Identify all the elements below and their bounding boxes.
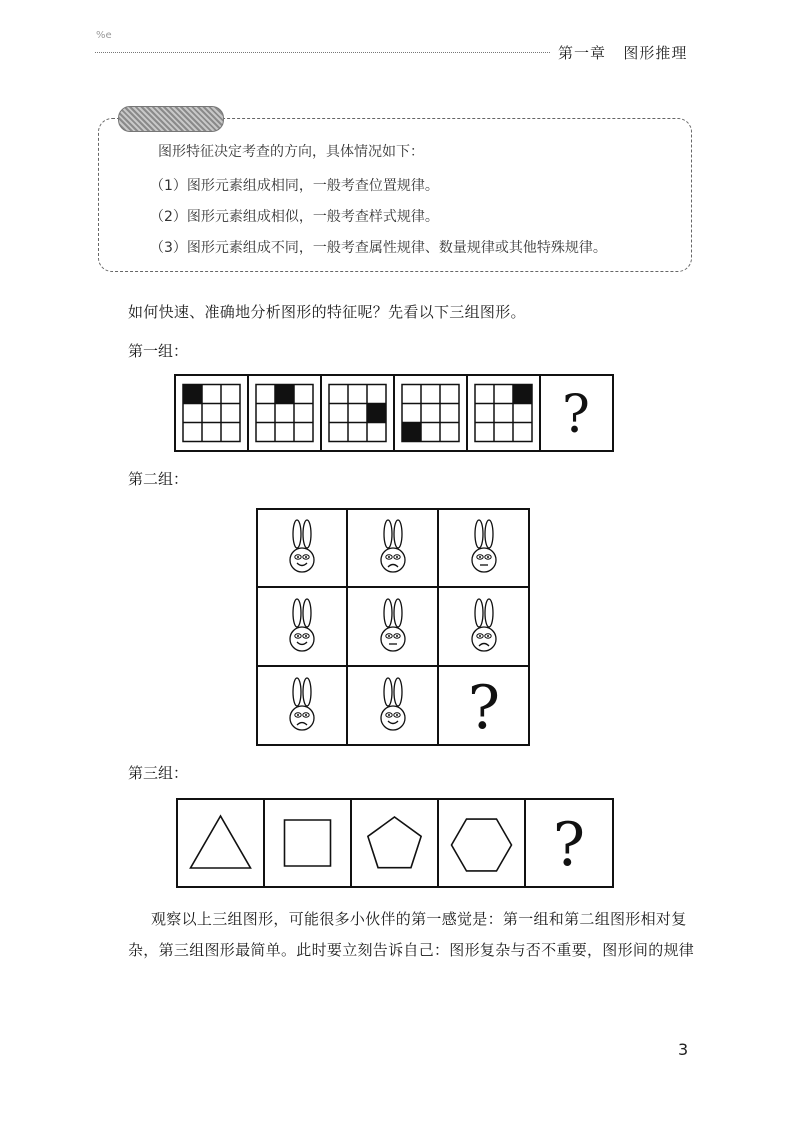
tip-line: （3）图形元素组成不同，一般考查属性规律、数量规律或其他特殊规律。 (150, 240, 607, 256)
header-rule (95, 52, 550, 53)
rabbit-pupil (305, 635, 307, 637)
rabbit-face-frown (472, 599, 496, 651)
rabbit-ear (384, 520, 392, 548)
rabbit-pupil (396, 714, 398, 716)
rabbit-head (381, 548, 405, 572)
rabbit-head (472, 627, 496, 651)
rabbit-ear (384, 599, 392, 627)
rabbit-head (290, 706, 314, 730)
running-header (558, 42, 687, 63)
triangle-shape (191, 816, 251, 868)
rabbit-pupil (388, 556, 390, 558)
conclusion-line: 观察以上三组图形，可能很多小伙伴的第一感觉是：第一组和第二组图形相对复 (151, 910, 687, 928)
rabbit-pupil (305, 714, 307, 716)
rabbit-pupil (388, 635, 390, 637)
rabbit-face-frown (290, 678, 314, 730)
group-2-label: 第二组： (128, 470, 189, 488)
tip-badge-icon (118, 106, 224, 132)
shaded-cell (275, 385, 294, 404)
rabbit-face-smile (290, 520, 314, 572)
rabbit-ear (293, 599, 301, 627)
grid-3x3 (256, 385, 313, 442)
rabbit-ear (303, 599, 311, 627)
hexagon-shape (452, 819, 512, 871)
group-1-figure (174, 374, 614, 452)
grid-3x3 (183, 385, 240, 442)
chapter-number: 第一章 (558, 44, 607, 62)
rabbit-head (290, 548, 314, 572)
rabbit-ear (475, 520, 483, 548)
rabbit-face-smile (290, 599, 314, 651)
corner-mark: %e (96, 30, 112, 41)
rabbit-pupil (479, 635, 481, 637)
square-shape (285, 820, 331, 866)
tip-line: 图形特征决定考查的方向，具体情况如下： (158, 144, 424, 160)
rabbit-ear (485, 599, 493, 627)
rabbit-ear (394, 520, 402, 548)
question-mark: ? (562, 385, 590, 445)
group-3-label: 第三组： (128, 764, 189, 782)
rabbit-ear (394, 599, 402, 627)
rabbit-pupil (305, 556, 307, 558)
shaded-cell (513, 385, 532, 404)
grid-3x3 (329, 385, 386, 442)
conclusion-line: 杂，第三组图形最简单。此时要立刻告诉自己：图形复杂与否不重要，图形间的规律 (128, 941, 695, 959)
rabbit-head (381, 627, 405, 651)
rabbit-ear (303, 520, 311, 548)
question-mark: ? (552, 810, 586, 880)
page-number: 3 (678, 1040, 689, 1059)
rabbit-pupil (297, 714, 299, 716)
rabbit-ear (384, 678, 392, 706)
tip-line: （1）图形元素组成相同，一般考查位置规律。 (150, 178, 439, 194)
rabbit-ear (394, 678, 402, 706)
rabbit-pupil (396, 635, 398, 637)
rabbit-ear (485, 520, 493, 548)
rabbit-face-frown (381, 520, 405, 572)
rabbit-pupil (396, 556, 398, 558)
rabbit-face-neutral (472, 520, 496, 572)
rabbit-pupil (297, 556, 299, 558)
rabbit-ear (293, 520, 301, 548)
rabbit-ear (303, 678, 311, 706)
intro-paragraph: 如何快速、准确地分析图形的特征呢？先看以下三组图形。 (128, 303, 526, 321)
rabbit-head (290, 627, 314, 651)
rabbit-pupil (297, 635, 299, 637)
rabbit-pupil (479, 556, 481, 558)
rabbit-ear (475, 599, 483, 627)
rabbit-head (472, 548, 496, 572)
rabbit-face-smile (381, 678, 405, 730)
group-1-label: 第一组： (128, 342, 189, 360)
shaded-cell (402, 423, 421, 442)
pentagon-shape (368, 817, 421, 868)
shaded-cell (183, 385, 202, 404)
tip-line: （2）图形元素组成相似，一般考查样式规律。 (150, 209, 439, 225)
group-2-figure (256, 508, 530, 746)
rabbit-pupil (487, 556, 489, 558)
grid-3x3 (475, 385, 532, 442)
group-3-figure (176, 798, 614, 888)
rabbit-ear (293, 678, 301, 706)
rabbit-head (381, 706, 405, 730)
grid-3x3 (402, 385, 459, 442)
shaded-cell (367, 404, 386, 423)
chapter-title: 图形推理 (623, 44, 688, 62)
question-mark: ? (467, 673, 501, 743)
rabbit-pupil (388, 714, 390, 716)
rabbit-pupil (487, 635, 489, 637)
rabbit-face-neutral (381, 599, 405, 651)
